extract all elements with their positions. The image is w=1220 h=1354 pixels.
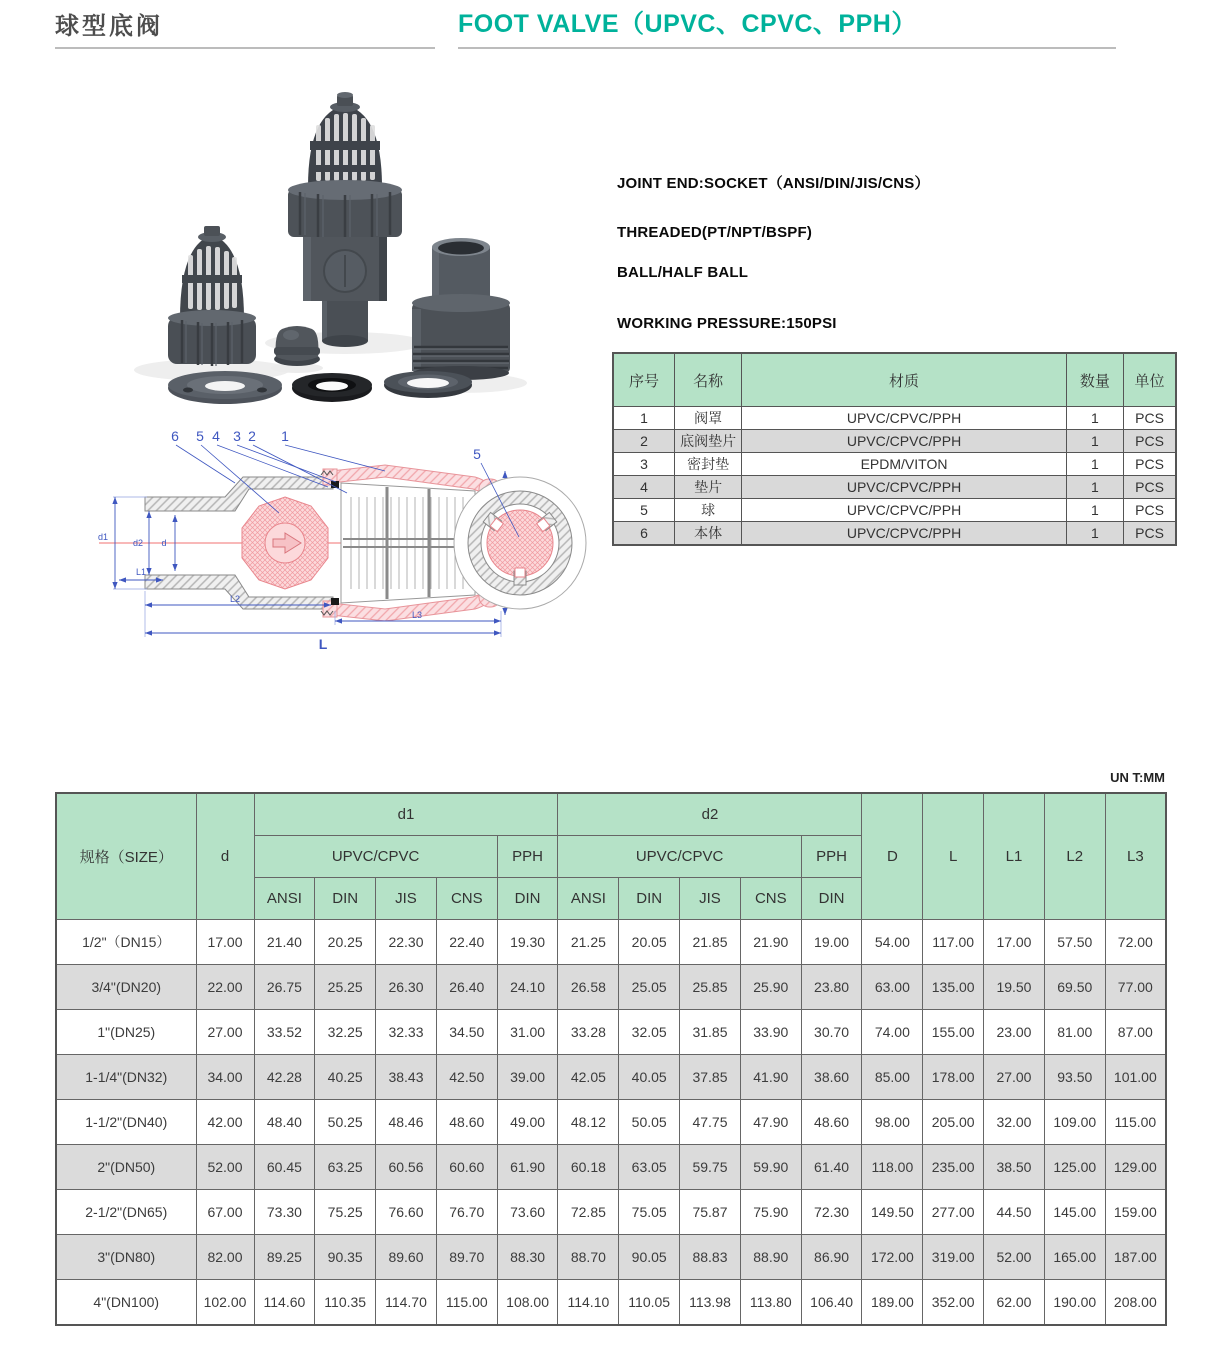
dim-value-cell: 34.00 (196, 1055, 254, 1100)
dim-value-cell: 72.85 (558, 1190, 619, 1235)
callout-2: 2 (248, 428, 256, 444)
parts-row (613, 430, 1176, 453)
dim-value-cell: 75.25 (315, 1190, 376, 1235)
dim-value-cell: 33.90 (740, 1010, 801, 1055)
dim-value-cell: 159.00 (1105, 1190, 1166, 1235)
dim-label-L1: L1 (135, 567, 147, 577)
dim-value-cell: 19.00 (801, 920, 862, 965)
dim-size-cell: 3/4"(DN20) (56, 965, 196, 1010)
dim-value-cell: 98.00 (862, 1100, 923, 1145)
dim-value-cell: 21.40 (254, 920, 315, 965)
dim-header-L: L (923, 793, 984, 920)
dim-value-cell: 22.30 (376, 920, 437, 965)
photo-left-valve (168, 226, 256, 366)
dim-value-cell: 86.90 (801, 1235, 862, 1280)
dim-value-cell: 38.50 (984, 1145, 1045, 1190)
dim-label-L: L (318, 636, 328, 652)
dim-value-cell: 74.00 (862, 1010, 923, 1055)
dim-size-cell: 2"(DN50) (56, 1145, 196, 1190)
dim-value-cell: 89.25 (254, 1235, 315, 1280)
section-callout-5: 5 (473, 446, 481, 462)
dim-value-cell: 88.30 (497, 1235, 558, 1280)
parts-table (612, 352, 1177, 546)
dim-header-L3: L3 (1105, 793, 1166, 920)
dim-value-cell: 40.05 (619, 1055, 680, 1100)
dim-label-d1: d1 (97, 532, 109, 542)
parts-cell: PCS (1124, 499, 1176, 522)
dim-value-cell: 129.00 (1105, 1145, 1166, 1190)
dim-value-cell: 108.00 (497, 1280, 558, 1326)
dim-row (56, 1055, 1166, 1100)
dim-value-cell: 115.00 (1105, 1100, 1166, 1145)
parts-cell: UPVC/CPVC/PPH (742, 522, 1066, 546)
dim-value-cell: 26.58 (558, 965, 619, 1010)
dim-value-cell: 113.80 (740, 1280, 801, 1326)
dim-value-cell: 25.90 (740, 965, 801, 1010)
parts-header-mat: 材质 (742, 353, 1066, 407)
dim-header-mat-upvc-2: UPVC/CPVC (558, 836, 801, 878)
parts-cell: 1 (613, 407, 674, 430)
dim-value-cell: 90.35 (315, 1235, 376, 1280)
dim-value-cell: 73.60 (497, 1190, 558, 1235)
dim-header-std: JIS (680, 878, 741, 920)
photo-gaskets (168, 371, 472, 404)
dim-table-body (56, 920, 1166, 1326)
parts-cell: PCS (1124, 407, 1176, 430)
dim-value-cell: 60.45 (254, 1145, 315, 1190)
dim-header-std: CNS (740, 878, 801, 920)
dim-value-cell: 31.85 (680, 1010, 741, 1055)
dim-value-cell: 85.00 (862, 1055, 923, 1100)
photo-cap (271, 326, 323, 373)
dim-value-cell: 32.05 (619, 1010, 680, 1055)
callout-numbers (171, 428, 289, 444)
dim-value-cell: 27.00 (196, 1010, 254, 1055)
parts-cell: 密封垫 (674, 453, 741, 476)
dim-value-cell: 33.28 (558, 1010, 619, 1055)
parts-cell: 1 (1066, 499, 1123, 522)
dim-row (56, 1280, 1166, 1326)
dim-size-cell: 1"(DN25) (56, 1010, 196, 1055)
dim-value-cell: 42.50 (436, 1055, 497, 1100)
dim-value-cell: 25.05 (619, 965, 680, 1010)
dim-value-cell: 37.85 (680, 1055, 741, 1100)
dim-value-cell: 25.25 (315, 965, 376, 1010)
dim-row (56, 1145, 1166, 1190)
dim-header-std: DIN (497, 878, 558, 920)
dim-value-cell: 145.00 (1044, 1190, 1105, 1235)
dim-value-cell: 63.05 (619, 1145, 680, 1190)
dim-value-cell: 109.00 (1044, 1100, 1105, 1145)
dim-header-size: 规格（SIZE） (56, 793, 196, 920)
dim-value-cell: 59.90 (740, 1145, 801, 1190)
dim-value-cell: 81.00 (1044, 1010, 1105, 1055)
dim-value-cell: 190.00 (1044, 1280, 1105, 1326)
parts-header-no: 序号 (613, 353, 674, 407)
parts-cell: UPVC/CPVC/PPH (742, 407, 1066, 430)
section-view (454, 446, 586, 609)
dim-header-mat-pph-2: PPH (801, 836, 862, 878)
dim-value-cell: 21.85 (680, 920, 741, 965)
dim-header-std: DIN (619, 878, 680, 920)
dim-value-cell: 22.40 (436, 920, 497, 965)
dim-row (56, 1190, 1166, 1235)
dim-value-cell: 20.05 (619, 920, 680, 965)
parts-row (613, 407, 1176, 430)
dim-header-std: DIN (315, 878, 376, 920)
dim-value-cell: 48.12 (558, 1100, 619, 1145)
parts-cell: PCS (1124, 522, 1176, 546)
dim-value-cell: 48.46 (376, 1100, 437, 1145)
dim-value-cell: 61.90 (497, 1145, 558, 1190)
parts-header-qty: 数量 (1066, 353, 1123, 407)
dim-value-cell: 208.00 (1105, 1280, 1166, 1326)
dim-value-cell: 27.00 (984, 1055, 1045, 1100)
dim-value-cell: 88.90 (740, 1235, 801, 1280)
dim-value-cell: 42.28 (254, 1055, 315, 1100)
dim-value-cell: 67.00 (196, 1190, 254, 1235)
dim-value-cell: 19.50 (984, 965, 1045, 1010)
dim-value-cell: 48.60 (801, 1100, 862, 1145)
dim-value-cell: 32.00 (984, 1100, 1045, 1145)
dim-value-cell: 77.00 (1105, 965, 1166, 1010)
dim-value-cell: 33.52 (254, 1010, 315, 1055)
dim-header-std: ANSI (254, 878, 315, 920)
parts-cell: 阀罩 (674, 407, 741, 430)
spec-line: BALL/HALF BALL (617, 264, 749, 281)
dim-value-cell: 22.00 (196, 965, 254, 1010)
spec-line: WORKING PRESSURE:150PSI (617, 315, 837, 332)
parts-cell: 球 (674, 499, 741, 522)
dim-value-cell: 235.00 (923, 1145, 984, 1190)
parts-cell: UPVC/CPVC/PPH (742, 430, 1066, 453)
callout-4: 4 (212, 428, 220, 444)
callout-3: 3 (233, 428, 241, 444)
dim-value-cell: 32.25 (315, 1010, 376, 1055)
dim-row (56, 965, 1166, 1010)
dim-value-cell: 187.00 (1105, 1235, 1166, 1280)
dim-value-cell: 62.00 (984, 1280, 1045, 1326)
dim-value-cell: 189.00 (862, 1280, 923, 1326)
dim-value-cell: 72.00 (1105, 920, 1166, 965)
parts-cell: UPVC/CPVC/PPH (742, 499, 1066, 522)
dim-value-cell: 319.00 (923, 1235, 984, 1280)
parts-row (613, 453, 1176, 476)
dim-value-cell: 102.00 (196, 1280, 254, 1326)
dim-value-cell: 69.50 (1044, 965, 1105, 1010)
dim-value-cell: 114.10 (558, 1280, 619, 1326)
parts-cell: 底阀垫片 (674, 430, 741, 453)
parts-cell: 1 (1066, 522, 1123, 546)
dim-header-mat-pph-1: PPH (497, 836, 558, 878)
dim-value-cell: 32.33 (376, 1010, 437, 1055)
dim-value-cell: 34.50 (436, 1010, 497, 1055)
dim-value-cell: 52.00 (984, 1235, 1045, 1280)
dim-row (56, 1235, 1166, 1280)
parts-cell: PCS (1124, 453, 1176, 476)
photo-center-valve (288, 92, 402, 347)
parts-header-row (613, 353, 1176, 407)
dim-value-cell: 21.90 (740, 920, 801, 965)
dim-value-cell: 125.00 (1044, 1145, 1105, 1190)
dim-value-cell: 117.00 (923, 920, 984, 965)
dim-value-cell: 26.30 (376, 965, 437, 1010)
dim-value-cell: 60.60 (436, 1145, 497, 1190)
header-rule-right (458, 47, 1116, 49)
parts-row (613, 499, 1176, 522)
dim-label-d: d (161, 538, 167, 548)
parts-cell: 本体 (674, 522, 741, 546)
unit-note: UN T:MM (1110, 770, 1165, 785)
dim-value-cell: 54.00 (862, 920, 923, 965)
dim-header-std: JIS (376, 878, 437, 920)
dim-value-cell: 59.75 (680, 1145, 741, 1190)
dim-value-cell: 24.10 (497, 965, 558, 1010)
dim-value-cell: 110.05 (619, 1280, 680, 1326)
callout-6: 6 (171, 428, 179, 444)
dim-value-cell: 21.25 (558, 920, 619, 965)
dim-label-L2: L2 (229, 594, 241, 604)
parts-header-unit: 单位 (1124, 353, 1176, 407)
dim-value-cell: 87.00 (1105, 1010, 1166, 1055)
dim-label-L3: L3 (411, 610, 423, 620)
dim-value-cell: 88.70 (558, 1235, 619, 1280)
dim-value-cell: 93.50 (1044, 1055, 1105, 1100)
dim-value-cell: 42.05 (558, 1055, 619, 1100)
dim-value-cell: 50.05 (619, 1100, 680, 1145)
dim-row (56, 1100, 1166, 1145)
dim-value-cell: 172.00 (862, 1235, 923, 1280)
dim-value-cell: 165.00 (1044, 1235, 1105, 1280)
dim-value-cell: 149.50 (862, 1190, 923, 1235)
dim-value-cell: 155.00 (923, 1010, 984, 1055)
dim-header-L2: L2 (1044, 793, 1105, 920)
dim-row (56, 920, 1166, 965)
dim-size-cell: 1/2"（DN15） (56, 920, 196, 965)
dim-value-cell: 205.00 (923, 1100, 984, 1145)
dim-value-cell: 60.18 (558, 1145, 619, 1190)
dim-value-cell: 17.00 (196, 920, 254, 965)
dim-value-cell: 178.00 (923, 1055, 984, 1100)
dim-value-cell: 73.30 (254, 1190, 315, 1235)
dim-label-d2: d2 (132, 538, 144, 548)
photo-right-adapter (412, 238, 510, 380)
dim-value-cell: 17.00 (984, 920, 1045, 965)
dim-value-cell: 76.60 (376, 1190, 437, 1235)
dim-value-cell: 114.60 (254, 1280, 315, 1326)
callout-1: 1 (281, 428, 289, 444)
page-title-en: FOOT VALVE（UPVC、CPVC、PPH） (458, 10, 917, 38)
parts-cell: 3 (613, 453, 674, 476)
dim-value-cell: 41.90 (740, 1055, 801, 1100)
dim-row (56, 1010, 1166, 1055)
dim-value-cell: 38.60 (801, 1055, 862, 1100)
parts-cell: 1 (1066, 476, 1123, 499)
spec-list (617, 172, 1177, 332)
dim-header-d: d (196, 793, 254, 920)
dim-value-cell: 20.25 (315, 920, 376, 965)
dimension-table (55, 792, 1167, 1326)
dim-value-cell: 114.70 (376, 1280, 437, 1326)
dim-value-cell: 75.05 (619, 1190, 680, 1235)
dim-value-cell: 48.40 (254, 1100, 315, 1145)
dim-value-cell: 90.05 (619, 1235, 680, 1280)
dim-value-cell: 110.35 (315, 1280, 376, 1326)
spec-line: JOINT END:SOCKET（ANSI/DIN/JIS/CNS） (617, 175, 930, 192)
dim-value-cell: 44.50 (984, 1190, 1045, 1235)
dim-value-cell: 39.00 (497, 1055, 558, 1100)
dim-value-cell: 48.60 (436, 1100, 497, 1145)
parts-cell: PCS (1124, 430, 1176, 453)
dim-value-cell: 26.75 (254, 965, 315, 1010)
dim-value-cell: 82.00 (196, 1235, 254, 1280)
parts-cell: UPVC/CPVC/PPH (742, 476, 1066, 499)
dim-value-cell: 25.85 (680, 965, 741, 1010)
dim-value-cell: 52.00 (196, 1145, 254, 1190)
parts-cell: 垫片 (674, 476, 741, 499)
dim-value-cell: 50.25 (315, 1100, 376, 1145)
dim-header-std: DIN (801, 878, 862, 920)
dim-value-cell: 47.75 (680, 1100, 741, 1145)
dim-value-cell: 40.25 (315, 1055, 376, 1100)
dim-value-cell: 42.00 (196, 1100, 254, 1145)
parts-cell: PCS (1124, 476, 1176, 499)
callout-5: 5 (196, 428, 204, 444)
technical-drawing (85, 425, 605, 665)
dim-header-d1: d1 (254, 793, 558, 836)
dim-value-cell: 352.00 (923, 1280, 984, 1326)
dim-header-D: D (862, 793, 923, 920)
dim-size-cell: 1-1/4"(DN32) (56, 1055, 196, 1100)
parts-cell: 1 (1066, 407, 1123, 430)
dim-value-cell: 135.00 (923, 965, 984, 1010)
parts-cell: 1 (1066, 430, 1123, 453)
dim-value-cell: 61.40 (801, 1145, 862, 1190)
dim-value-cell: 118.00 (862, 1145, 923, 1190)
dim-size-cell: 1-1/2"(DN40) (56, 1100, 196, 1145)
parts-cell: 1 (1066, 453, 1123, 476)
dim-header-row-1 (56, 793, 1166, 836)
dim-value-cell: 19.30 (497, 920, 558, 965)
product-photo (60, 85, 580, 410)
header-rule-left (55, 47, 435, 49)
parts-cell: EPDM/VITON (742, 453, 1066, 476)
parts-row (613, 522, 1176, 546)
dim-value-cell: 23.80 (801, 965, 862, 1010)
dim-value-cell: 89.60 (376, 1235, 437, 1280)
dim-value-cell: 88.83 (680, 1235, 741, 1280)
dim-value-cell: 75.90 (740, 1190, 801, 1235)
dim-header-mat-upvc-1: UPVC/CPVC (254, 836, 497, 878)
dim-header-d2: d2 (558, 793, 862, 836)
parts-cell: 5 (613, 499, 674, 522)
dim-value-cell: 277.00 (923, 1190, 984, 1235)
dim-value-cell: 60.56 (376, 1145, 437, 1190)
dim-value-cell: 89.70 (436, 1235, 497, 1280)
dim-header-L1: L1 (984, 793, 1045, 920)
dim-value-cell: 38.43 (376, 1055, 437, 1100)
dim-value-cell: 63.00 (862, 965, 923, 1010)
dim-value-cell: 30.70 (801, 1010, 862, 1055)
dim-value-cell: 31.00 (497, 1010, 558, 1055)
dim-value-cell: 26.40 (436, 965, 497, 1010)
parts-row (613, 476, 1176, 499)
dim-value-cell: 49.00 (497, 1100, 558, 1145)
dim-size-cell: 3"(DN80) (56, 1235, 196, 1280)
dim-header-std: CNS (436, 878, 497, 920)
spec-line: THREADED(PT/NPT/BSPF) (617, 224, 813, 241)
dim-value-cell: 23.00 (984, 1010, 1045, 1055)
parts-header-name: 名称 (674, 353, 741, 407)
dim-value-cell: 76.70 (436, 1190, 497, 1235)
dim-size-cell: 2-1/2"(DN65) (56, 1190, 196, 1235)
dim-size-cell: 4"(DN100) (56, 1280, 196, 1326)
dim-value-cell: 75.87 (680, 1190, 741, 1235)
dim-value-cell: 63.25 (315, 1145, 376, 1190)
dim-value-cell: 72.30 (801, 1190, 862, 1235)
page-title-cn: 球型底阀 (55, 13, 163, 40)
parts-cell: 6 (613, 522, 674, 546)
dim-value-cell: 106.40 (801, 1280, 862, 1326)
dim-value-cell: 115.00 (436, 1280, 497, 1326)
parts-cell: 2 (613, 430, 674, 453)
dim-header-std: ANSI (558, 878, 619, 920)
dim-value-cell: 47.90 (740, 1100, 801, 1145)
parts-table-body (613, 407, 1176, 546)
dim-value-cell: 101.00 (1105, 1055, 1166, 1100)
dim-value-cell: 113.98 (680, 1280, 741, 1326)
dim-value-cell: 57.50 (1044, 920, 1105, 965)
parts-cell: 4 (613, 476, 674, 499)
